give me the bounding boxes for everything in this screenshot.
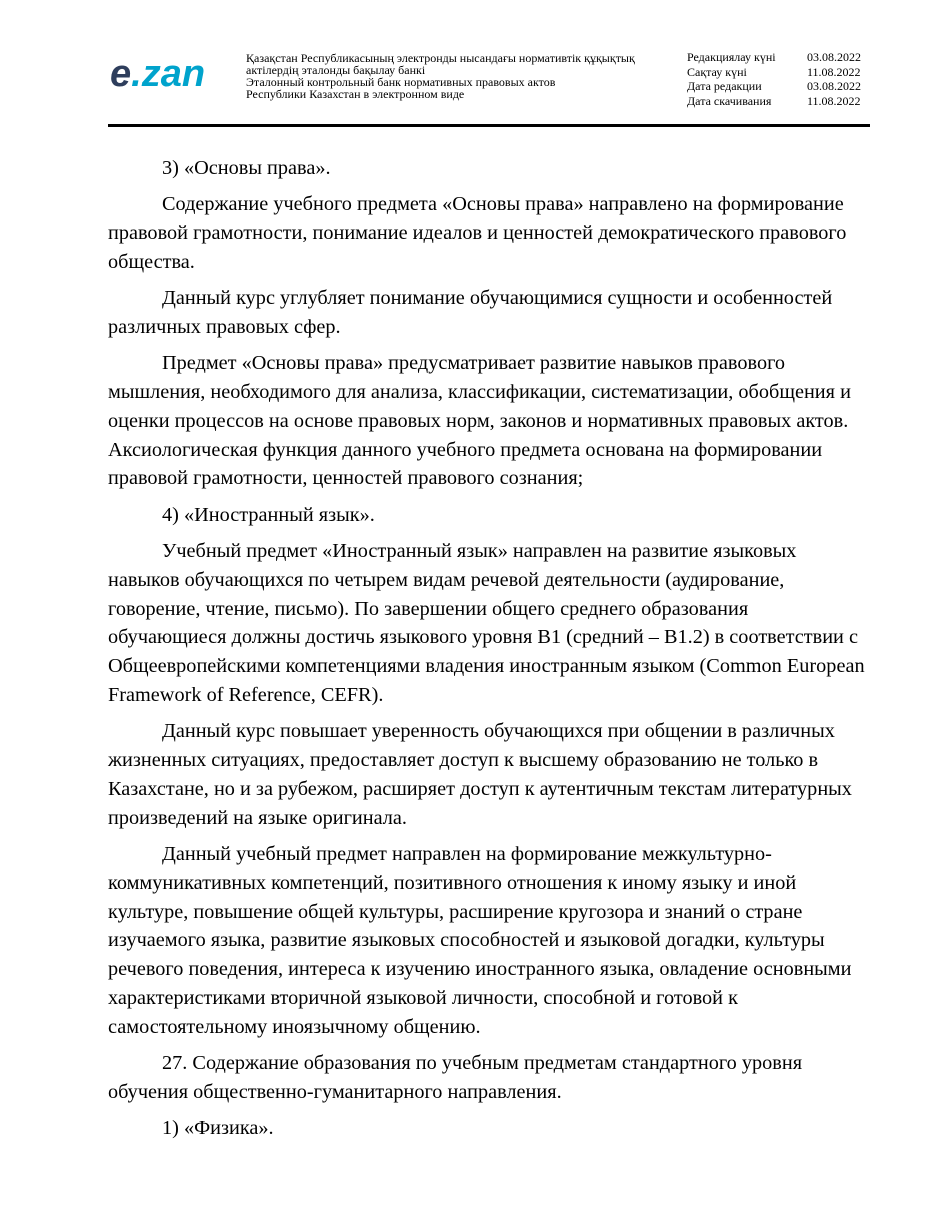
ezan-logo[interactable]: e.zan [110, 53, 206, 95]
document-body [108, 154, 868, 1151]
paragraph: 3) «Основы права». [162, 157, 331, 179]
meta-value: 03.08.2022 [807, 50, 861, 64]
meta-value: 03.08.2022 [807, 79, 861, 93]
bank-description [246, 52, 666, 100]
paragraph: Предмет «Основы права» предусматривает развитие навыков правового мышления, необходимого для анализа, классификации, систематизации, обобщения и оценки процессов на основе правовых норм, законов и нормативных правовых актов. Аксиологическая функция данного учебного предмета основана на формировании правовой грамотности, ценностей правового сознания; [108, 352, 851, 490]
meta-label: Сақтау күні [687, 64, 747, 79]
paragraph: Данный учебный предмет направлен на формирование межкультурно-коммуникативных компетенций, позитивного отношения к иному языку и иной культуре, повышение общей культуры, расширение кругозора и знаний о стране изучаемого языка, развитие языковых способностей и языковой догадки, культуры речевого поведения, интереса к изучению иностранного языка, овладение основными характеристиками вторичной языковой личности, способной и готовой к самостоятельному иноязычному общению. [108, 843, 852, 1038]
meta-value: 11.08.2022 [807, 64, 861, 79]
description-line: Қазақстан Республикасының электронды нысандағы нормативтік құқықтық [246, 51, 635, 65]
page-header [0, 0, 935, 130]
save-date-kk-row [687, 65, 867, 80]
download-date-ru-row [687, 94, 867, 109]
paragraph: Учебный предмет «Иностранный язык» направлен на развитие языковых навыков обучающихся по четырем видам речевой деятельности (аудирование, говорение, чтение, письмо). По завершении общего среднего образования обучающиеся должны достичь языкового уровня В1 (средний – В1.2) в соответствии с Общеевропейскими компетенциями владения иностранным языком (Common European Framework of Reference, CEFR). [108, 540, 865, 707]
paragraph: 27. Содержание образования по учебным предметам стандартного уровня обучения общественно-гуманитарного направления. [108, 1052, 803, 1103]
paragraph: Данный курс углубляет понимание обучающимися сущности и особенностей различных правовых сфер. [108, 287, 833, 338]
description-line: Республики Казахстан в электронном виде [246, 87, 465, 101]
edit-date-ru-row [687, 79, 867, 94]
edit-date-kk-row [687, 50, 867, 65]
paragraph: Данный курс повышает уверенность обучающихся при общении в различных жизненных ситуациях, предоставляет доступ к высшему образованию не только в Казахстане, но и за рубежом, расширяет доступ к аутентичным текстам литературных произведений на языке оригинала. [108, 720, 852, 829]
paragraph: Содержание учебного предмета «Основы права» направлено на формирование правовой грамотности, понимание идеалов и ценностей демократического правового общества. [108, 193, 847, 273]
meta-label: Редакциялау күні [687, 50, 776, 64]
description-line: Эталонный контрольный банк нормативных правовых актов [246, 75, 556, 89]
document-dates [687, 50, 867, 108]
paragraph: 1) «Физика». [162, 1117, 274, 1140]
description-line: актілердің эталонды бақылау банкі [246, 63, 426, 77]
meta-label: Дата редакции [687, 79, 762, 93]
meta-label: Дата скачивания [687, 93, 772, 108]
header-divider [108, 124, 870, 127]
paragraph: 4) «Иностранный язык». [162, 503, 375, 526]
meta-value: 11.08.2022 [807, 93, 861, 108]
